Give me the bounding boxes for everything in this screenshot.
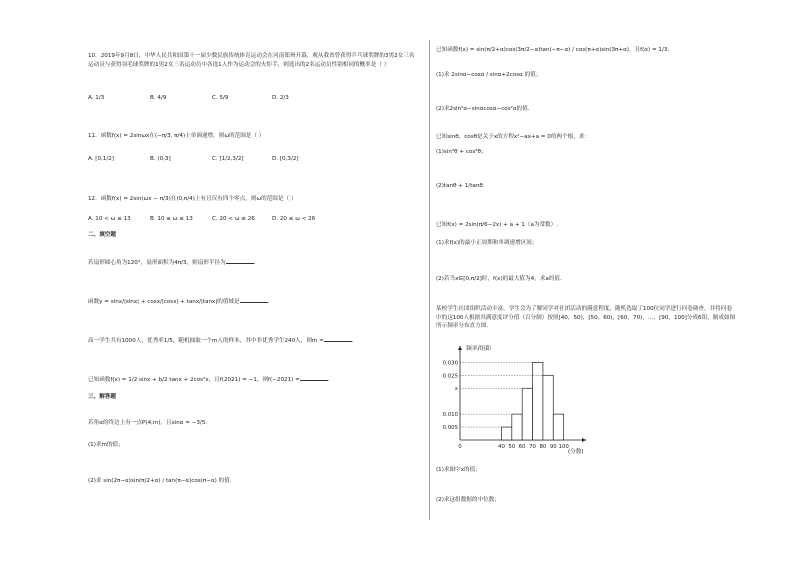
solve-question-5-part-1: (1)求图中x的值； <box>436 467 481 473</box>
q11-option-a: A. [0,1/2] <box>88 156 114 162</box>
answer-blank <box>240 297 268 303</box>
histogram-bar <box>512 414 522 440</box>
x-tick-label: 100 <box>558 444 569 450</box>
q12-option-c: C. 20 < ω ≤ 26 <box>212 216 255 222</box>
q12-option-b: B. 10 ≤ ω ≤ 13 <box>150 216 193 222</box>
x-tick-label: 60 <box>518 444 526 450</box>
solve-question-2-part-1: (1)求 2sinα−cosα / sinα+2cosα 的值； <box>436 72 542 78</box>
fill-question-4: 已知函数f(x) = 1/2 sinx + b/2 tanx + 2cos²x，且f(2021) = −1，则f(−2021) = . <box>88 377 330 383</box>
section-solve-heading: 三、解答题 <box>88 394 116 400</box>
solve-question-2-stem: 已知函数f(x) = sin(π/2+α)cos(3π/2−α)tan(−π−α) / cos(π+α)sin(3π+α)，且f(α) = 1/3. <box>436 47 670 53</box>
fill-question-1: 若扇形圆心角为120°，扇形面积为4π/3，则扇形半径为 . <box>88 260 256 266</box>
solve-question-1-part-2: (2)求 sin(2π−α)sin(π/2+α) / tan(π−α)cos(π−α) 的值. <box>88 478 232 484</box>
y-tick-label: 0.010 <box>442 412 458 419</box>
solve-question-3-part-1: (1)sin³θ + cos³θ； <box>436 149 487 155</box>
solve-question-1-stem: 若角α的终边上有一点P(4,m)，且sinα = −3/5. <box>88 420 208 426</box>
histogram-bar <box>533 362 543 440</box>
q12-option-d: D. 20 ≤ ω < 26 <box>272 216 316 222</box>
fill-question-2: 函数y = sinx/|sinx| + cosx/|cosx| + tanx/|tanx|的值域是 . <box>88 299 270 305</box>
frequency-histogram <box>436 340 616 460</box>
x-axis-label: (分数) <box>568 449 584 455</box>
x-tick-label: 0 <box>458 444 462 450</box>
answer-blank <box>324 336 352 342</box>
question-12-stem: 12．函数f(x) = 2sin(ωx − π/3)在(0,π/4)上有且仅有四个零点，则ω的范围是（ ） <box>88 196 297 202</box>
y-tick-label: 0.030 <box>442 360 458 367</box>
section-fill-in-heading: 二、填空题 <box>88 232 116 238</box>
x-tick-label: 70 <box>529 444 536 450</box>
x-tick-label: 40 <box>498 444 505 450</box>
q10-option-d: D. 2/3 <box>272 95 289 101</box>
question-11-stem: 11．函数f(x) = 2sinωx在(−π/3, π/4)上单调递增，则ω的范围是（ ） <box>88 133 265 139</box>
solve-question-1-part-1: (1)求m的值； <box>88 442 124 448</box>
answer-blank <box>226 258 254 264</box>
q10-option-a: A. 1/3 <box>88 95 105 101</box>
answer-blank <box>300 375 328 381</box>
y-axis-arrow-icon <box>458 346 462 350</box>
solve-question-5-stem: 某校学生社团组织活动丰富，学生会为了解同学对社团活动的满意程度，随机选取了100位同学进行问卷调查，并将问卷中的这100人根据其满意度评分值（百分制）按照[40，50)，[50，60)，[60，70)，…，[90，100]分成6组，制成如图所示频率分布直方图. <box>436 306 736 330</box>
q12-option-a: A. 10 < ω ≤ 13 <box>88 216 131 222</box>
x-tick-label: 50 <box>508 444 516 450</box>
q11-option-d: D. [0,3/2] <box>272 156 299 162</box>
x-tick-label: 90 <box>549 444 557 450</box>
solve-question-4-stem: 已知f(x) = 2sin(π/6−2x) + a + 1（a为常数）. <box>436 222 559 228</box>
y-tick-label: 0.025 <box>442 373 458 380</box>
q10-option-c: C. 5/9 <box>212 95 229 101</box>
solve-question-3-stem: 已知sinθ，cosθ是关于x的方程x²−ax+a = 0的两个根，求： <box>436 134 590 140</box>
histogram-bar <box>553 414 563 440</box>
question-10-stem: 10．2019年9月8日，中华人民共和国第十一届少数民族传统体育运动会在河南郑州开幕，观从我省曾获得乒乓球奖牌的3男2女三名运动员与获得羽毛球奖牌的1男2女三名运动员中各选1人作为运动会的火炬手，则选出的2名运动员性别相同的概率是（ ） <box>88 53 415 68</box>
histogram-bar <box>543 375 553 440</box>
solve-question-3-part-2: (2)tanθ + 1/tanθ. <box>436 183 485 189</box>
histogram-bar <box>501 427 511 440</box>
q11-option-c: C. [1/2,3/2] <box>212 156 244 162</box>
y-axis-label: 频率/组距 <box>466 346 492 352</box>
solve-question-4-part-2: (2)若当x∈[0,π/2]时，f(x)的最大值为4，求a的值. <box>436 276 562 282</box>
x-tick-label: 80 <box>539 444 547 450</box>
column-divider <box>429 40 430 520</box>
solve-question-2-part-2: (2)求2sin²α−sinαcosα−cos²α的值. <box>436 106 530 112</box>
q10-option-b: B. 4/9 <box>150 95 167 101</box>
solve-question-4-part-1: (1)求f(x)的最小正周期和单调递增区间； <box>436 240 538 246</box>
x-axis-arrow-icon <box>582 438 586 442</box>
y-tick-label: 0.005 <box>442 425 458 432</box>
solve-question-5-part-2: (2)求这组数据的中位数； <box>436 497 500 503</box>
q11-option-b: B. (0,3] <box>150 156 171 162</box>
y-tick-label: x <box>454 386 458 393</box>
fill-question-3: 高一学生共有1000人，优秀率1/5，随机抽取一个m人的样本，其中非优秀学生240人，则m = . <box>88 338 354 344</box>
histogram-bar <box>522 388 532 440</box>
